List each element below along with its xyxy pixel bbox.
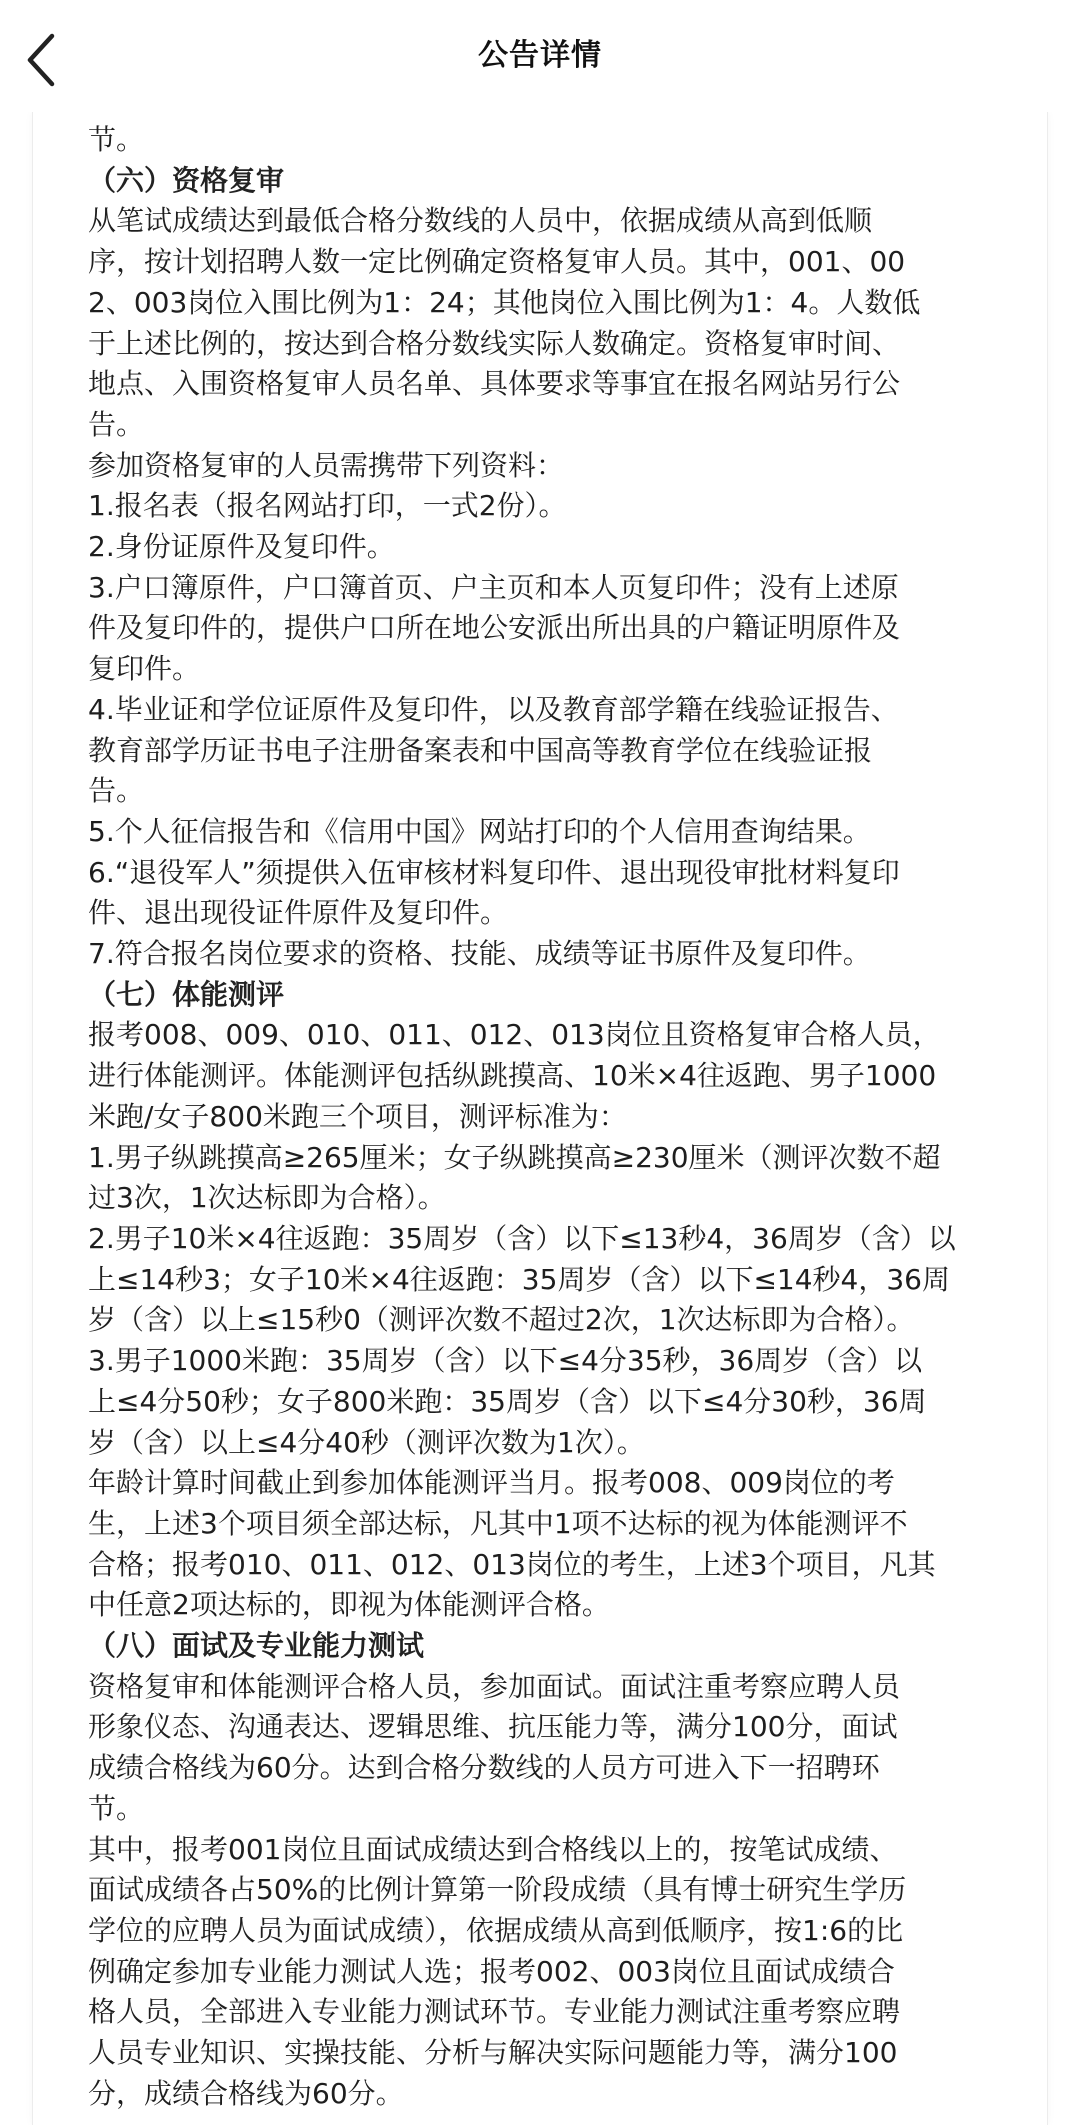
paragraph: 资格复审和体能测评合格人员，参加面试。面试注重考察应聘人员 形象仪态、沟通表达、逻辑思维、抗压能力等，满分100分，面试 成绩合格线为60分。达到合格分数线的人员方可进入下一招聘环 节。 xyxy=(88,1669,901,1825)
list-item: 2.身份证原件及复印件。 xyxy=(88,530,395,564)
list-item: 3.男子1000米跑：35周岁（含）以下≤4分35秒，36周岁（含）以 上≤4分50秒；女子800米跑：35周岁（含）以下≤4分30秒，36周 岁（含）以上≤4分40秒（测评次数为1次）。 xyxy=(88,1344,927,1459)
announcement-body[interactable] xyxy=(88,120,1008,2114)
section-heading-interview: （八）面试及专业能力测试 xyxy=(88,1629,425,1663)
list-item: 1.男子纵跳摸高≥265厘米；女子纵跳摸高≥230厘米（测评次数不超 过3次，1次达标即为合格）。 xyxy=(88,1140,941,1215)
list-item: 2.男子10米×4往返跑：35周岁（含）以下≤13秒4，36周岁（含）以 上≤14秒3；女子10米×4往返跑：35周岁（含）以下≤14秒4，36周 岁（含）以上≤15秒0（测评次数不超过2次，1次达标即为合格）。 xyxy=(88,1221,956,1337)
previous-text-tail: 节。 xyxy=(88,123,145,156)
list-item: 1.报名表（报名网站打印，一式2份）。 xyxy=(88,489,567,523)
materials-intro: 参加资格复审的人员需携带下列资料： xyxy=(88,448,565,482)
list-item: 4.毕业证和学位证原件及复印件，以及教育部学籍在线验证报告、 教育部学历证书电子注册备案表和中国高等教育学位在线验证报 告。 xyxy=(88,692,899,808)
list-item: 5.个人征信报告和《信用中国》网站打印的个人信用查询结果。 xyxy=(88,814,871,848)
section-heading-qualification-review: （六）资格复审 xyxy=(88,163,285,197)
top-nav-bar xyxy=(0,0,1080,112)
section-heading-fitness-test: （七）体能测评 xyxy=(88,977,285,1011)
page-title: 公告详情 xyxy=(478,38,602,73)
list-item: 3.户口簿原件，户口簿首页、户主页和本人页复印件；没有上述原 件及复印件的，提供户口所在地公安派出所出具的户籍证明原件及 复印件。 xyxy=(88,570,901,686)
paragraph: 报考008、009、010、011、012、013岗位且资格复审合格人员， 进行体能测评。体能测评包括纵跳摸高、10米×4往返跑、男子1000 米跑/女子800米跑三个项目，测评标准为： xyxy=(88,1018,941,1133)
paragraph: 其中，报考001岗位且面试成绩达到合格线以上的，按笔试成绩、 面试成绩各占50%的比例计算第一阶段成绩（具有博士研究生学历 学位的应聘人员为面试成绩），依据成绩从高到低顺序，按1:6的比 例确定参加专业能力测试人选；报考002、003岗位且面试成绩合 格人员，全部进入专业能力测试环节。专业能力测试注重考察应聘 人员专业知识、实操技能、分析与解决实际问题能力等，满分100 分，成绩合格线为60分。 xyxy=(88,1832,907,2110)
list-item: 7.符合报名岗位要求的资格、技能、成绩等证书原件及复印件。 xyxy=(88,937,871,971)
list-item: 6.“退役军人”须提供入伍审核材料复印件、退出现役审批材料复印 件、退出现役证件原件及复印件。 xyxy=(88,855,900,930)
paragraph: 从笔试成绩达到最低合格分数线的人员中，依据成绩从高到低顺 序，按计划招聘人数一定比例确定资格复审人员。其中，001、00 2、003岗位入围比例为1：24；其他岗位入围比例为1：4。人数低 于上述比例的，按达到合格分数线实际人数确定。资格复审时间、 地点、入围资格复审人员名单、具体要求等事宜在报名网站另行公 告。 xyxy=(88,204,921,441)
paragraph: 年龄计算时间截止到参加体能测评当月。报考008、009岗位的考 生，上述3个项目须全部达标，凡其中1项不达标的视为体能测评不 合格；报考010、011、012、013岗位的考生，上述3个项目，凡其 中任意2项达标的，即视为体能测评合格。 xyxy=(88,1466,936,1622)
